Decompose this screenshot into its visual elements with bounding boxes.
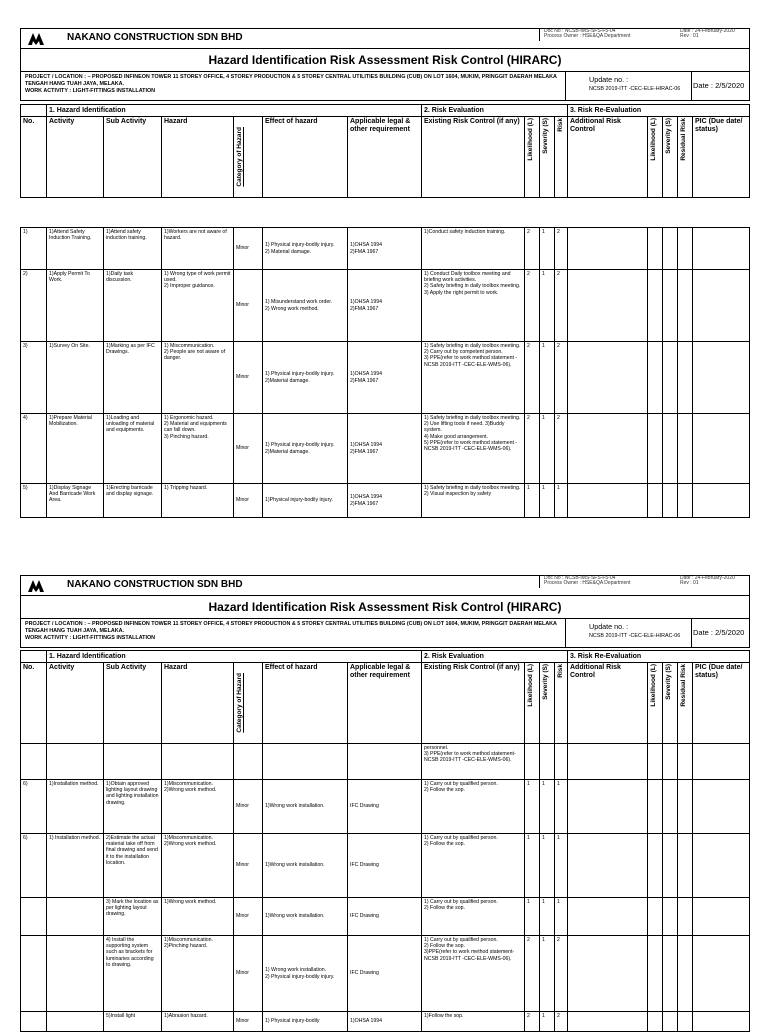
row-hazard	[162, 744, 234, 780]
col-activity: Activity	[47, 117, 104, 198]
row-effect: 1)Wrong work installation.	[263, 898, 348, 936]
doc-revision: Rev : 01	[680, 33, 699, 39]
row-additional-control	[568, 270, 648, 342]
row-additional-control	[568, 228, 648, 270]
section-risk-evaluation: 2. Risk Evaluation	[422, 651, 568, 663]
row-severity: 1	[540, 898, 555, 936]
table-row	[21, 414, 750, 484]
row-severity-2	[663, 342, 678, 414]
section-row	[21, 105, 750, 117]
table-row	[21, 834, 750, 898]
row-severity-2	[663, 898, 678, 936]
row-effect: 1) Wrong work installation. 2) Physical injury-bodily injury.	[263, 936, 348, 1012]
row-likelihood: 1	[525, 898, 540, 936]
row-legal: 1)OHSA 1994 2)FMA 1967	[348, 414, 422, 484]
row-existing-control: 1) Conduct Daily toolbox meeting and briefing work activities. 2) Safety briefing in daily toolbox meeting. 3) Apply the right permit to work.	[422, 270, 525, 342]
section-risk-re-evaluation: 3. Risk Re-Evaluation	[568, 651, 750, 663]
document-title: Hazard Identification Risk Assessment Risk Control (HIRARC)	[20, 595, 750, 619]
row-severity: 1	[540, 228, 555, 270]
row-number: 3)	[21, 342, 47, 414]
row-number	[21, 1012, 47, 1032]
row-number	[21, 744, 47, 780]
row-pic	[693, 414, 750, 484]
row-residual-risk	[678, 834, 693, 898]
row-legal: 1)OHSA 1994 2)FMA 1967	[348, 484, 422, 518]
row-legal: IFC Drawing	[348, 834, 422, 898]
row-additional-control	[568, 744, 648, 780]
row-likelihood: 1	[525, 780, 540, 834]
row-pic	[693, 936, 750, 1012]
doc-number: Doc No : NCSB-IMS-SFS-F5-04	[544, 575, 616, 581]
company-logo-icon	[27, 32, 45, 46]
document-date: Date : 2/5/2020	[693, 628, 745, 637]
project-info	[20, 71, 750, 101]
row-likelihood-2	[648, 834, 663, 898]
update-label: Update no. :	[589, 622, 629, 631]
table-body	[21, 228, 750, 518]
table-row	[21, 744, 750, 780]
row-activity: 1)Apply Permit To Work.	[47, 270, 104, 342]
row-category: Minor	[234, 228, 263, 270]
row-severity	[540, 744, 555, 780]
row-severity-2	[663, 834, 678, 898]
col-pic: PIC (Due date/ status)	[693, 117, 750, 198]
company-header-2	[20, 575, 750, 596]
row-severity-2	[663, 1012, 678, 1032]
row-effect: 1)Wrong work installation.	[263, 834, 348, 898]
row-pic	[693, 898, 750, 936]
row-hazard: 1) Ergonomic hazard. 2) Material and equipments can fall down. 3) Pinching hazard.	[162, 414, 234, 484]
row-activity: 1)Attend Safety Induction Training.	[47, 228, 104, 270]
row-activity: 1)Survey On Site.	[47, 342, 104, 414]
row-severity-2	[663, 744, 678, 780]
row-pic	[693, 342, 750, 414]
table-row	[21, 1012, 750, 1032]
row-effect: 1) Misunderstand work order. 2) Wrong work method.	[263, 270, 348, 342]
row-activity	[47, 1012, 104, 1032]
row-residual-risk	[678, 270, 693, 342]
row-additional-control	[568, 1012, 648, 1032]
col-pic: PIC (Due date/ status)	[693, 663, 750, 744]
row-likelihood	[525, 744, 540, 780]
col-risk: Risk	[557, 118, 564, 132]
column-header-row	[21, 117, 750, 198]
col-existing-control: Existing Risk Control (if any)	[422, 663, 525, 744]
row-severity: 1	[540, 414, 555, 484]
row-likelihood: 1	[525, 834, 540, 898]
row-effect: 1)Wrong work installation.	[263, 780, 348, 834]
update-number: NCSB 2019-ITT -CEC-ELE-HIRAC-06	[589, 86, 681, 92]
col-category: Category of Hazard	[236, 127, 243, 187]
row-likelihood-2	[648, 780, 663, 834]
table-row	[21, 228, 750, 270]
document-date: Date : 2/5/2020	[693, 81, 745, 90]
row-likelihood: 2	[525, 342, 540, 414]
row-likelihood: 2	[525, 270, 540, 342]
section-risk-re-evaluation: 3. Risk Re-Evaluation	[568, 105, 750, 117]
row-pic	[693, 270, 750, 342]
row-legal: 1)OHSA 1994 2)FMA 1967	[348, 228, 422, 270]
row-category: Minor	[234, 936, 263, 1012]
table-row	[21, 898, 750, 936]
col-severity: Severity (S)	[542, 664, 549, 700]
row-additional-control	[568, 834, 648, 898]
row-existing-control: personnel. 3) PPE(refer to work method statement- NCSB 2019-ITT -CEC-ELE-WMS-06).	[422, 744, 525, 780]
row-number	[21, 936, 47, 1012]
work-activity: WORK ACTIVITY : LIGHT-FITTINGS INSTALLATION	[25, 635, 156, 641]
row-effect: 1) Physical injury-bodily	[263, 1012, 348, 1032]
row-hazard: 1)Miscommunication. 2)Wrong work method.	[162, 780, 234, 834]
row-hazard: 1) Tripping hazard.	[162, 484, 234, 518]
doc-number: Doc No : NCSB-IMS-SFS-F5-04	[544, 28, 616, 34]
project-location: PROJECT / LOCATION : – PROPOSED INFINEON TOWER 11 STOREY OFFICE, 4 STOREY PRODUCTION & 5 STOREY CENTRAL UTILITIES BUILDING (CUB) ON LOT 1604, MUKIM, PRINGGIT DAERAH MELAKA TENGAH HANG TUAH JAYA, MELAKA.	[25, 621, 557, 634]
row-category: Minor	[234, 898, 263, 936]
row-likelihood: 2	[525, 936, 540, 1012]
row-likelihood: 2	[525, 414, 540, 484]
row-existing-control: 1) Carry out by qualified person. 2) Follow the sop. 3)PPE(refer to work method statement- NCSB 2019-ITT -CEC-ELE-WMS-06).	[422, 936, 525, 1012]
row-hazard: 1)Miscommunication. 2)Wrong work method.	[162, 834, 234, 898]
row-existing-control: 1) Safety briefing in daily toolbox meeting. 2) Use lifting tools if need. 3)Buddy system. 4) Make good arrangement. 5) PPE(refer to work method statement - NCSB 2019-ITT -CEC-ELE-WMS-06).	[422, 414, 525, 484]
row-existing-control: 1)Conduct safety induction training.	[422, 228, 525, 270]
row-existing-control: 1) Carry out by qualified person. 2) Follow the sop.	[422, 898, 525, 936]
row-number: 2)	[21, 270, 47, 342]
row-category: Minor	[234, 414, 263, 484]
doc-revision: Rev : 01	[680, 580, 699, 586]
col-hazard: Hazard	[162, 663, 234, 744]
row-likelihood: 2	[525, 1012, 540, 1032]
row-additional-control	[568, 936, 648, 1012]
row-pic	[693, 744, 750, 780]
doc-date: Date : 24-February-2020	[680, 575, 735, 581]
update-box	[565, 619, 692, 647]
row-legal: IFC Drawing	[348, 780, 422, 834]
row-residual-risk	[678, 414, 693, 484]
row-effect: 1)Physical injury-bodily injury.	[263, 484, 348, 518]
row-sub-activity: 1)Erecting barricade and display signage.	[104, 484, 162, 518]
col-effect: Effect of hazard	[263, 663, 348, 744]
col-category: Category of Hazard	[236, 673, 243, 733]
row-residual-risk	[678, 1012, 693, 1032]
col-likelihood: Likelihood (L)	[527, 118, 534, 161]
row-category: Minor	[234, 1012, 263, 1032]
row-risk: 2	[555, 228, 568, 270]
row-sub-activity: 4) Install the supporting system such as brackets for luminaries according to drawing.	[104, 936, 162, 1012]
row-risk: 1	[555, 780, 568, 834]
section-hazard-identification: 1. Hazard Identification	[47, 651, 422, 663]
row-category: Minor	[234, 270, 263, 342]
row-risk: 1	[555, 898, 568, 936]
hirarc-table	[20, 104, 750, 518]
row-activity	[47, 898, 104, 936]
row-severity: 1	[540, 270, 555, 342]
col-likelihood: Likelihood (L)	[527, 664, 534, 707]
row-category: Minor	[234, 834, 263, 898]
section-hazard-identification: 1. Hazard Identification	[47, 105, 422, 117]
row-severity-2	[663, 936, 678, 1012]
col-additional-control: Additional Risk Control	[568, 117, 648, 198]
table-row	[21, 484, 750, 518]
col-no: No.	[21, 663, 47, 744]
company-name: NAKANO CONSTRUCTION SDN BHD	[67, 32, 243, 43]
row-likelihood: 1	[525, 484, 540, 518]
row-activity: 1)Installation method.	[47, 780, 104, 834]
row-severity-2	[663, 270, 678, 342]
row-risk: 1	[555, 834, 568, 898]
row-effect: 1) Physical injury-bodily injury. 2)Material damage.	[263, 414, 348, 484]
col-severity: Severity (S)	[542, 118, 549, 154]
row-likelihood: 2	[525, 228, 540, 270]
row-sub-activity: 5)Install light	[104, 1012, 162, 1032]
row-residual-risk	[678, 228, 693, 270]
col-residual-risk: Residual Risk	[680, 118, 687, 161]
row-severity-2	[663, 228, 678, 270]
row-risk: 2	[555, 414, 568, 484]
table-body	[21, 744, 750, 1032]
row-number: 6)	[21, 780, 47, 834]
row-sub-activity: 1)Daily task discussion.	[104, 270, 162, 342]
row-legal: 1)OHSA 1994	[348, 1012, 422, 1032]
row-risk: 2	[555, 342, 568, 414]
row-sub-activity: 2)Estimate the actual material take off from final drawing and send it to the installation location.	[104, 834, 162, 898]
row-severity-2	[663, 780, 678, 834]
row-residual-risk	[678, 936, 693, 1012]
row-hazard: 1)Wrong work method.	[162, 898, 234, 936]
row-activity	[47, 936, 104, 1012]
document-title: Hazard Identification Risk Assessment Risk Control (HIRARC)	[20, 48, 750, 72]
col-severity-2: Severity (S)	[665, 664, 672, 700]
row-activity: 1) Installation method.	[47, 834, 104, 898]
row-number: 4)	[21, 414, 47, 484]
row-severity: 1	[540, 342, 555, 414]
section-row	[21, 651, 750, 663]
document-meta	[539, 576, 750, 588]
hirarc-table-2	[20, 650, 750, 1032]
row-pic	[693, 780, 750, 834]
col-likelihood-2: Likelihood (L)	[650, 118, 657, 161]
row-residual-risk	[678, 898, 693, 936]
col-sub-activity: Sub Activity	[104, 117, 162, 198]
update-box	[565, 72, 692, 100]
row-activity	[47, 744, 104, 780]
row-sub-activity	[104, 744, 162, 780]
row-severity: 1	[540, 834, 555, 898]
document-meta	[539, 29, 750, 41]
row-additional-control	[568, 414, 648, 484]
row-legal: IFC Drawing	[348, 898, 422, 936]
row-existing-control: 1) Safety briefing in daily toolbox meeting. 2) Carry out by competent person. 3) PPE(refer to work method statement - NCSB 2019-ITT -CEC-ELE-WMS-06).	[422, 342, 525, 414]
table-row	[21, 936, 750, 1012]
row-legal: 1)OHSA 1994 2)FMA 1967	[348, 270, 422, 342]
col-residual-risk: Residual Risk	[680, 664, 687, 707]
row-existing-control: 1) Carry out by qualified person. 2) Follow the sop.	[422, 834, 525, 898]
row-number: 6)	[21, 834, 47, 898]
row-severity: 1	[540, 780, 555, 834]
row-sub-activity: 1)Obtain approved lighting layout drawing and lighting installation drawing.	[104, 780, 162, 834]
row-activity: 1)Display Signage And Barricade Work Area.	[47, 484, 104, 518]
process-owner: Process Owner : HSE&QA Department	[544, 33, 631, 39]
row-severity: 1	[540, 1012, 555, 1032]
row-risk: 2	[555, 936, 568, 1012]
row-effect: 1) Physical injury-bodily injury. 2)Material damage.	[263, 342, 348, 414]
company-name: NAKANO CONSTRUCTION SDN BHD	[67, 579, 243, 590]
row-likelihood-2	[648, 1012, 663, 1032]
col-legal: Applicable legal & other requirement	[348, 117, 422, 198]
row-risk	[555, 744, 568, 780]
row-pic	[693, 228, 750, 270]
row-additional-control	[568, 342, 648, 414]
row-number: 5)	[21, 484, 47, 518]
row-legal	[348, 744, 422, 780]
row-sub-activity: 3) Mark the location as per lighting layout drawing.	[104, 898, 162, 936]
row-likelihood-2	[648, 228, 663, 270]
process-owner: Process Owner : HSE&QA Department	[544, 580, 631, 586]
col-risk: Risk	[557, 664, 564, 678]
col-legal: Applicable legal & other requirement	[348, 663, 422, 744]
row-sub-activity: 1)Attend safety induction training.	[104, 228, 162, 270]
row-hazard: 1) Miscommunication. 2) People are not aware of danger.	[162, 342, 234, 414]
row-risk: 2	[555, 1012, 568, 1032]
company-logo-icon	[27, 579, 45, 593]
table-row	[21, 780, 750, 834]
row-effect	[263, 744, 348, 780]
col-effect: Effect of hazard	[263, 117, 348, 198]
row-risk: 2	[555, 270, 568, 342]
row-residual-risk	[678, 342, 693, 414]
work-activity: WORK ACTIVITY : LIGHT-FITTINGS INSTALLATION	[25, 88, 156, 94]
row-existing-control: 1) Carry out by qualified person. 2) Follow the sop.	[422, 780, 525, 834]
row-pic	[693, 834, 750, 898]
row-hazard: 1) Wrong type of work permit used. 2) Improper guidance.	[162, 270, 234, 342]
col-activity: Activity	[47, 663, 104, 744]
update-label: Update no. :	[589, 75, 629, 84]
row-residual-risk	[678, 780, 693, 834]
row-hazard: 1)Workers are not aware of hazard.	[162, 228, 234, 270]
row-category: Minor	[234, 342, 263, 414]
col-likelihood-2: Likelihood (L)	[650, 664, 657, 707]
table-row	[21, 342, 750, 414]
row-activity: 1)Prepare Material Mobilization.	[47, 414, 104, 484]
row-sub-activity: 1)Loading and unloading of material and equipments.	[104, 414, 162, 484]
row-hazard: 1)Miscommunication. 2)Pinching hazard.	[162, 936, 234, 1012]
col-additional-control: Additional Risk Control	[568, 663, 648, 744]
row-likelihood-2	[648, 936, 663, 1012]
row-residual-risk	[678, 744, 693, 780]
row-category: Minor	[234, 484, 263, 518]
row-number: 1)	[21, 228, 47, 270]
row-effect: 1) Physical injury-bodily injury. 2) Material damage.	[263, 228, 348, 270]
row-likelihood-2	[648, 270, 663, 342]
company-header	[20, 28, 750, 49]
column-header-row	[21, 663, 750, 744]
row-additional-control	[568, 780, 648, 834]
row-likelihood-2	[648, 342, 663, 414]
row-number	[21, 898, 47, 936]
row-category: Minor	[234, 780, 263, 834]
row-severity: 1	[540, 936, 555, 1012]
row-likelihood-2	[648, 744, 663, 780]
project-location: PROJECT / LOCATION : – PROPOSED INFINEON TOWER 11 STOREY OFFICE, 4 STOREY PRODUCTION & 5 STOREY CENTRAL UTILITIES BUILDING (CUB) ON LOT 1604, MUKIM, PRINGGIT DAERAH MELAKA TENGAH HANG TUAH JAYA, MELAKA.	[25, 74, 557, 87]
row-additional-control	[568, 898, 648, 936]
row-residual-risk	[678, 484, 693, 518]
row-existing-control: 1) Safety briefing in daily toolbox meeting. 2) Visual inspection by safety	[422, 484, 525, 518]
row-legal: 1)OHSA 1994 2)FMA 1967	[348, 342, 422, 414]
row-likelihood-2	[648, 414, 663, 484]
table-row	[21, 270, 750, 342]
col-hazard: Hazard	[162, 117, 234, 198]
row-legal: IFC Drawing	[348, 936, 422, 1012]
col-existing-control: Existing Risk Control (if any)	[422, 117, 525, 198]
update-number: NCSB 2019-ITT -CEC-ELE-HIRAC-06	[589, 633, 681, 639]
row-pic	[693, 1012, 750, 1032]
col-no: No.	[21, 117, 47, 198]
row-likelihood-2	[648, 484, 663, 518]
row-sub-activity: 1)Marking as per IFC Drawings.	[104, 342, 162, 414]
doc-date: Date : 24-February-2020	[680, 28, 735, 34]
project-info	[20, 618, 750, 648]
col-sub-activity: Sub Activity	[104, 663, 162, 744]
row-additional-control	[568, 484, 648, 518]
row-severity-2	[663, 414, 678, 484]
row-hazard: 1)Abrasion hazard.	[162, 1012, 234, 1032]
row-severity-2	[663, 484, 678, 518]
section-risk-evaluation: 2. Risk Evaluation	[422, 105, 568, 117]
row-category	[234, 744, 263, 780]
row-pic	[693, 484, 750, 518]
row-severity: 1	[540, 484, 555, 518]
row-risk: 1	[555, 484, 568, 518]
row-existing-control: 1)Follow the sop.	[422, 1012, 525, 1032]
col-severity-2: Severity (S)	[665, 118, 672, 154]
row-likelihood-2	[648, 898, 663, 936]
